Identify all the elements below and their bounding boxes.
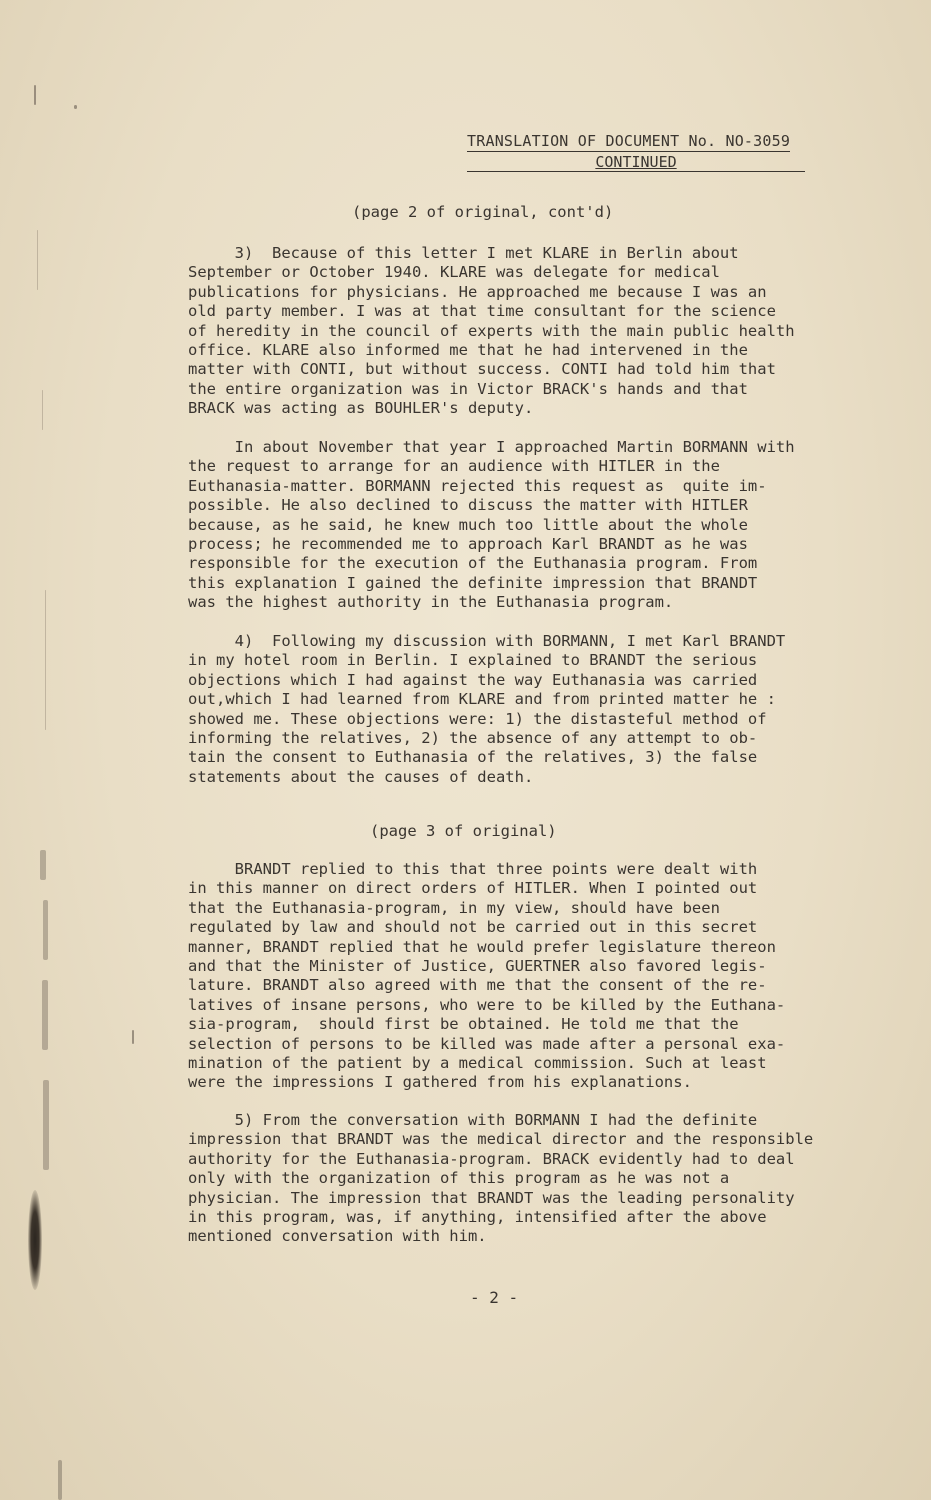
paragraph-3: 3) Because of this letter I met KLARE in Berlin about September or October 1940. KLARE was delegate for medical publications for physicians. He approached me because I was an old party member. I was at that time consultant for the science of heredity in the council of experts with the main public health office. KLARE also informed me that he had intervened in the matter with CONTI, but without success. CONTI had told him that the entire organization was in Victor BRACK's hands and that BRACK was acting as BOUHLER's deputy.	[188, 244, 795, 418]
page-note-2: (page 2 of original, cont'd)	[352, 203, 614, 221]
paragraph-5: 5) From the conversation with BORMANN I had the definite impression that BRANDT was the medical director and the responsible authority for the Euthanasia-program. BRACK evidently had to deal only with the organization of this program as he was not a physician. The impression that BRANDT was the leading personality in this program, was, if anything, intensified after the above mentioned conversation with him.	[188, 1111, 814, 1246]
paragraph-4: 4) Following my discussion with BORMANN, I met Karl BRANDT in my hotel room in Berlin. I explained to BRANDT the serious objections which I had against the way Euthanasia was carried out,which I had learned from KLARE and from printed matter he : showed me. These objections were: 1) the distasteful method of informing the relatives, 2) the absence of any attempt to ob- tain the consent to Euthanasia of the relatives, 3) the false statements about the causes of death.	[188, 632, 786, 786]
ink-smudge	[28, 1190, 42, 1290]
document-title-text: TRANSLATION OF DOCUMENT No. NO-3059	[467, 132, 791, 150]
page-number: - 2 -	[470, 1288, 519, 1307]
page-note-3: (page 3 of original)	[370, 822, 557, 840]
document-title	[467, 132, 790, 152]
paragraph-bormann: In about November that year I approached Martin BORMANN with the request to arrange for an audience with HITLER in the Euthanasia-matter. BORMANN rejected this request as quite im- possible. He also declined to discuss the matter with HITLER because, as he said, he knew much too little about the whole process; he recommended me to approach Karl BRANDT as he was responsible for the execution of the Euthanasia program. From this explanation I gained the definite impression that BRANDT was the highest authority in the Euthanasia program.	[188, 438, 795, 612]
document-subtitle-text: CONTINUED	[595, 153, 677, 171]
paragraph-brandt-reply: BRANDT replied to this that three points were dealt with in this manner on direct orders of HITLER. When I pointed out that the Euthanasia-program, in my view, should have been regulated by law and should not be carried out in this secret manner, BRANDT replied that he would prefer legislature thereon and that the Minister of Justice, GUERTNER also favored legis- lature. BRANDT also agreed with me that the consent of the re- latives of insane persons, who were to be killed by the Euthana- sia-program, should first be obtained. He told me that the selection of persons to be killed was made after a personal exa- mination of the patient by a medical commission. Such at least were the impressions I gathered from his explanations.	[188, 860, 786, 1092]
document-subtitle	[467, 153, 805, 172]
